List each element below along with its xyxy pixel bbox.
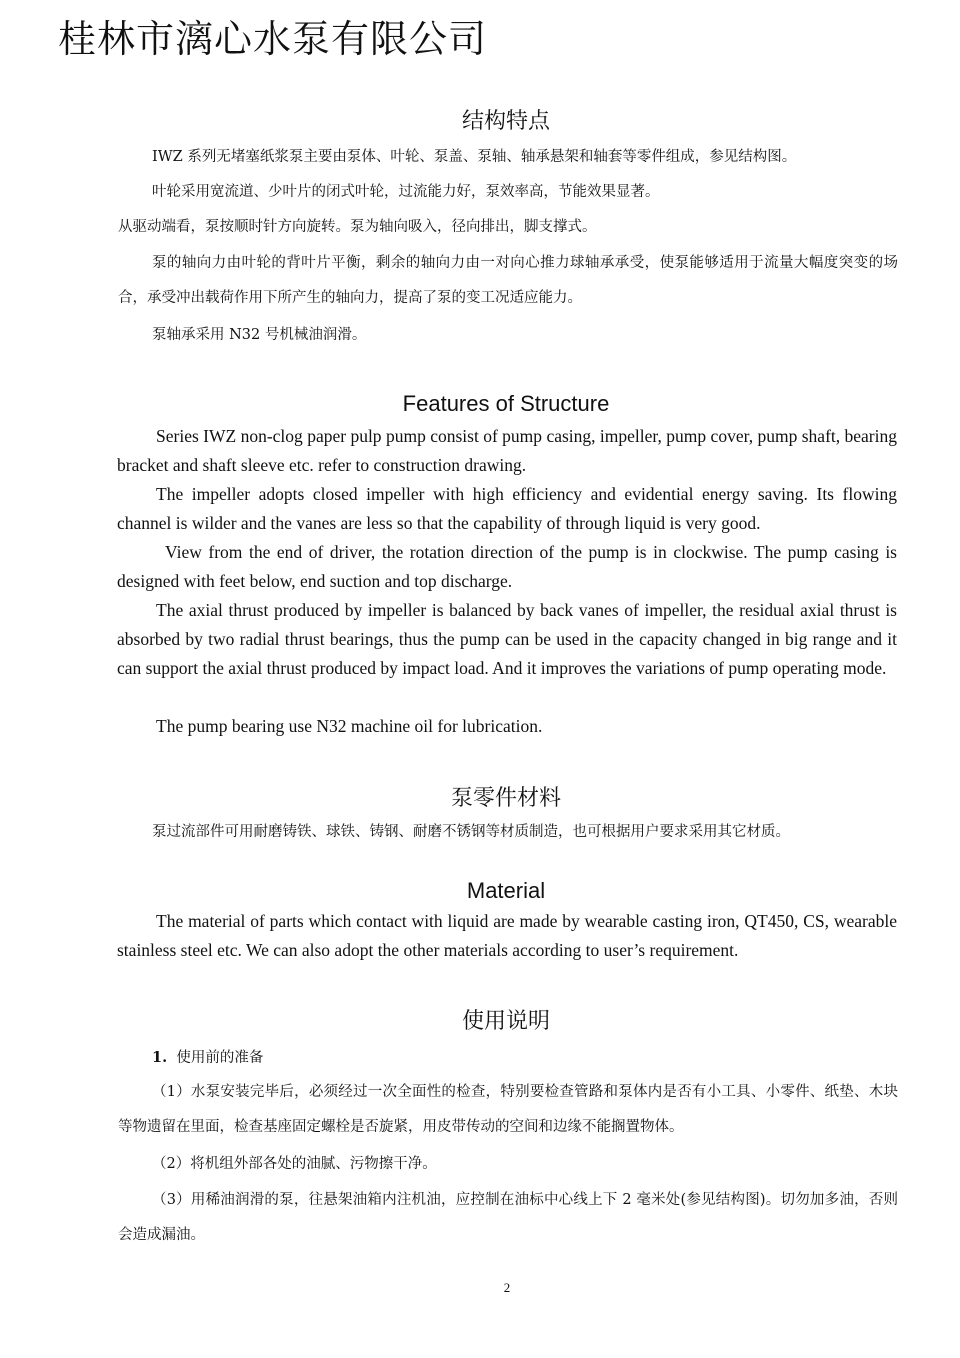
usage-cn-p1: （1）水泵安装完毕后，必须经过一次全面性的检查，特别要检查管路和泵体内是否有小工具、小零件、纸垫、木块等物遗留在里面，检查基座固定螺栓是否旋紧，用皮带传动的空间和边缘不能搁置物体。 [118, 1084, 898, 1135]
material-heading-cn: 泵零件材料 [450, 786, 561, 811]
usage-item-title: 使用前的准备 [176, 1050, 264, 1066]
usage-heading-cn: 使用说明 [461, 1009, 550, 1034]
usage-item-1 [118, 1040, 898, 1076]
structure-en-p2: The impeller adopts closed impeller with high efficiency and evidential energy saving. Its flowing channel is wilder and the vanes are less so that the capability of through liquid is very good. [117, 484, 897, 533]
structure-cn-p4: 泵的轴向力由叶轮的背叶片平衡，剩余的轴向力由一对向心推力球轴承承受，使泵能够适用于流量大幅度突变的场合，承受冲出载荷作用下所产生的轴向力，提高了泵的变工况适应能力。 [118, 255, 898, 306]
material-cn-p1: 泵过流部件可用耐磨铸铁、球铁、铸钢、耐磨不锈钢等材质制造，也可根据用户要求采用其它材质。 [152, 824, 790, 840]
structure-en-p3: View from the end of driver, the rotation direction of the pump is in clockwise. The pump casing is designed with feet below, end suction and top discharge. [117, 542, 897, 591]
structure-en-p1: Series IWZ non-clog paper pulp pump consist of pump casing, impeller, pump cover, pump shaft, bearing bracket and shaft sleeve etc. refer to construction drawing. [117, 426, 897, 475]
structure-cn-p1: IWZ 系列无堵塞纸浆泵主要由泵体、叶轮、泵盖、泵轴、轴承悬架和轴套等零件组成，参见结构图。 [152, 149, 797, 165]
material-en-p1: The material of parts which contact with liquid are made by wearable casting iron, QT450, CS, wearable stainless steel etc. We can also adopt the other materials according to user’s requirement. [117, 911, 897, 960]
structure-heading-cn: 结构特点 [461, 109, 550, 134]
usage-item-number: 1. [152, 1049, 168, 1066]
company-name: 桂林市漓心水泵有限公司 [58, 17, 488, 61]
structure-heading-en: Features of Structure [402, 391, 610, 416]
material-heading-en: Material [466, 878, 546, 903]
structure-cn-p5: 泵轴承采用 N32 号机械油润滑。 [152, 327, 367, 343]
structure-cn-p2: 叶轮采用宽流道、少叶片的闭式叶轮，过流能力好，泵效率高，节能效果显著。 [152, 184, 660, 200]
structure-en-p5: The pump bearing use N32 machine oil for lubrication. [156, 716, 543, 736]
usage-cn-p3: （3）用稀油润滑的泵，往悬架油箱内注机油，应控制在油标中心线上下 2 毫米处(参见结构图)。切勿加多油，否则会造成漏油。 [118, 1192, 898, 1243]
page-number: 2 [503, 1280, 511, 1295]
structure-en-p4: The axial thrust produced by impeller is balanced by back vanes of impeller, the residual axial thrust is absorbed by two radial thrust bearings, thus the pump can be used in the capacity changed in big range and it can support the axial thrust produced by impact load. And it improves the variations of pump operating mode. [117, 600, 897, 678]
usage-cn-p2: （2）将机组外部各处的油腻、污物擦干净。 [152, 1156, 437, 1172]
structure-cn-p3: 从驱动端看，泵按顺时针方向旋转。泵为轴向吸入，径向排出，脚支撑式。 [118, 219, 597, 235]
